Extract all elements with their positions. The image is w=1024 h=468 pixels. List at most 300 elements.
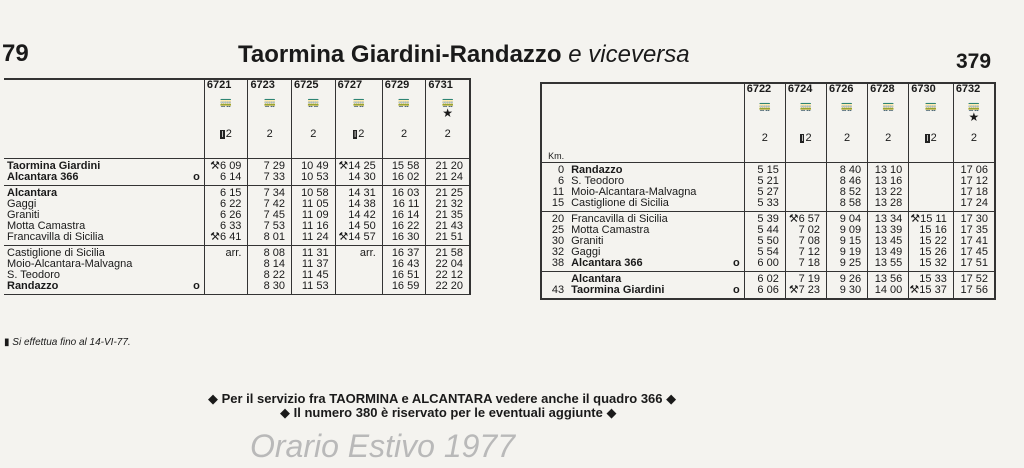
footnote xyxy=(4,337,131,348)
time-cell xyxy=(426,246,470,295)
time-value: 9 19 xyxy=(839,246,862,258)
station-label: Alcantara xyxy=(7,187,58,199)
time-cell xyxy=(335,159,382,186)
time-cell xyxy=(953,272,995,300)
first-class-box-icon: I xyxy=(801,134,804,143)
station-label: Randazzo xyxy=(7,280,59,292)
station-name xyxy=(7,188,204,199)
time-cell xyxy=(826,272,867,300)
train-number: 6728 xyxy=(870,83,895,95)
first-class-box-icon: I xyxy=(926,134,929,143)
station-label: Francavilla di Sicilia xyxy=(571,213,668,225)
time-value: 17 24 xyxy=(960,197,988,209)
time-value xyxy=(786,198,820,209)
train-header xyxy=(382,79,426,159)
time-cell xyxy=(426,186,470,246)
page-number-left: 79 xyxy=(2,40,29,67)
time-cell xyxy=(292,186,336,246)
time-value: 15 32 xyxy=(919,257,947,269)
time-value: 9 15 xyxy=(839,235,862,247)
page-number-right: 379 xyxy=(956,50,992,73)
railcar-icon: 🚃 xyxy=(799,101,813,112)
train-header xyxy=(426,79,470,159)
time-value: 21 58 xyxy=(435,247,463,259)
train-number: 6731 xyxy=(428,79,453,91)
railcar-icon: 🚃 xyxy=(967,101,981,112)
time-value: 17 56 xyxy=(960,284,988,296)
time-value: 8 46 xyxy=(839,175,862,187)
time-value: 15 16 xyxy=(919,224,947,236)
time-value xyxy=(205,270,242,281)
footnote-text: Si effettua fino al 14-VI-77. xyxy=(12,337,131,348)
train-header xyxy=(953,83,995,163)
km-value: 0 xyxy=(557,164,565,176)
class-value: 2 xyxy=(930,132,937,144)
time-value xyxy=(786,165,820,176)
time-value: ⚒15 11 xyxy=(910,213,947,225)
time-cell xyxy=(248,246,292,295)
time-value: 11 45 xyxy=(301,269,329,281)
train-number: 6726 xyxy=(828,83,854,95)
time-value: ⚒14 25 xyxy=(338,160,376,172)
station-label: Taormina Giardini xyxy=(7,160,101,172)
time-value: 16 02 xyxy=(391,171,420,183)
note-line-2: ◆ Il numero 380 è riservato per le eventuali aggiunte ◆ xyxy=(280,405,617,420)
km-label: Km. xyxy=(548,151,565,161)
time-value: 6 33 xyxy=(220,220,242,232)
time-value: 9 25 xyxy=(839,257,862,269)
station-group-row xyxy=(4,186,470,246)
station-label: S. Teodoro xyxy=(7,269,61,281)
time-value: 9 30 xyxy=(839,284,862,296)
time-value: 9 04 xyxy=(839,213,862,225)
time-value: 22 04 xyxy=(435,258,463,270)
time-cell xyxy=(248,186,292,246)
train-number: 6724 xyxy=(787,83,813,95)
class-label xyxy=(248,129,291,140)
station-names xyxy=(568,163,744,212)
time-value xyxy=(205,259,242,270)
time-value: 10 49 xyxy=(301,160,329,172)
station-label: Randazzo xyxy=(571,164,623,176)
edition-stamp: Orario Estivo 1977 xyxy=(250,428,516,464)
time-cell xyxy=(868,212,909,272)
star-placeholder xyxy=(868,112,908,123)
time-value: 21 25 xyxy=(435,187,463,199)
train-header xyxy=(868,83,909,163)
time-cell xyxy=(204,186,248,246)
time-value: 21 35 xyxy=(435,209,463,221)
class-label xyxy=(745,133,785,144)
time-value xyxy=(336,270,376,281)
station-group-row xyxy=(4,246,470,295)
time-value: 15 22 xyxy=(919,235,947,247)
time-value: 15 58 xyxy=(391,160,420,172)
time-cell xyxy=(868,272,909,300)
train-number: 6727 xyxy=(337,79,363,91)
title-suffix: e viceversa xyxy=(568,41,690,68)
class-label xyxy=(336,129,382,140)
time-value: 8 14 xyxy=(263,258,286,270)
time-value: 21 43 xyxy=(435,220,463,232)
time-value: 6 14 xyxy=(220,171,242,183)
star-placeholder xyxy=(786,112,826,123)
time-value: 13 34 xyxy=(874,213,903,225)
station-name xyxy=(7,172,204,183)
station-name xyxy=(571,198,744,209)
station-names xyxy=(4,246,204,295)
km-cell xyxy=(541,163,568,212)
timetable-outbound xyxy=(4,78,471,295)
station-names xyxy=(568,272,744,300)
class-value: 2 xyxy=(266,128,273,140)
time-cell xyxy=(248,159,292,186)
time-value: 13 45 xyxy=(874,235,903,247)
time-value: 8 01 xyxy=(263,231,286,243)
time-value: 16 59 xyxy=(391,280,420,292)
time-cell xyxy=(909,272,954,300)
railcar-icon: 🚃 xyxy=(881,101,895,112)
time-value: 5 44 xyxy=(757,224,779,236)
time-value: 16 22 xyxy=(391,220,420,232)
train-number: 6729 xyxy=(384,79,410,91)
time-value: 17 35 xyxy=(960,224,988,236)
station-name xyxy=(571,285,744,296)
time-cell xyxy=(785,272,826,300)
station-group-row xyxy=(541,272,995,300)
station-label: Alcantara 366 xyxy=(7,171,79,183)
time-value xyxy=(909,187,947,198)
first-class-box-icon: I xyxy=(354,130,357,139)
time-value: 6 22 xyxy=(220,198,242,210)
time-value: 14 38 xyxy=(348,198,376,210)
time-cell xyxy=(744,212,785,272)
time-value: 21 32 xyxy=(435,198,463,210)
km-value: 43 xyxy=(551,284,565,296)
class-value: 2 xyxy=(310,128,317,140)
train-number: 6722 xyxy=(746,83,772,95)
time-value: 16 51 xyxy=(391,269,420,281)
circle-icon: o xyxy=(193,171,200,183)
time-value: 17 51 xyxy=(960,257,988,269)
railcar-icon: 🚃 xyxy=(352,97,365,108)
km-cell xyxy=(541,272,568,300)
time-cell xyxy=(953,212,995,272)
class-value: 2 xyxy=(970,132,977,144)
time-value: 5 15 xyxy=(757,164,779,176)
time-value: 17 06 xyxy=(960,164,988,176)
time-value: 13 28 xyxy=(874,197,903,209)
time-value: 5 54 xyxy=(757,246,779,258)
station-label: Graniti xyxy=(571,235,604,247)
time-value: 7 33 xyxy=(263,171,286,183)
time-value: 16 37 xyxy=(391,247,420,259)
time-value: 7 53 xyxy=(263,220,286,232)
time-value: arr. xyxy=(225,247,242,259)
time-cell xyxy=(785,163,826,212)
class-label xyxy=(205,129,248,140)
time-value: 21 20 xyxy=(435,160,463,172)
time-value: 17 52 xyxy=(960,273,988,285)
time-value: 14 30 xyxy=(348,171,376,183)
time-value: 8 30 xyxy=(263,280,286,292)
km-value: 6 xyxy=(557,175,565,187)
time-value: 21 51 xyxy=(435,231,463,243)
circle-icon: o xyxy=(732,257,740,269)
time-cell xyxy=(868,163,909,212)
time-value: 16 30 xyxy=(391,231,420,243)
station-name xyxy=(571,258,744,269)
station-label: Gaggi xyxy=(7,198,37,210)
star-placeholder xyxy=(336,108,382,119)
time-value xyxy=(909,198,947,209)
time-value: 6 00 xyxy=(757,257,779,269)
star-placeholder xyxy=(909,112,953,123)
time-cell xyxy=(292,159,336,186)
class-label xyxy=(383,129,426,140)
time-value: 7 08 xyxy=(798,235,820,247)
circle-icon: o xyxy=(732,284,740,296)
time-value: 13 22 xyxy=(874,186,903,198)
time-value: 17 41 xyxy=(960,235,988,247)
star-icon: ★ xyxy=(442,106,454,120)
time-value: 13 55 xyxy=(874,257,903,269)
time-value: 14 00 xyxy=(874,284,903,296)
railcar-icon: 🚃 xyxy=(924,101,938,112)
railcar-icon: 🚃 xyxy=(758,101,771,112)
time-value: 8 22 xyxy=(263,269,286,281)
time-cell xyxy=(744,272,785,300)
title-main: Taormina Giardini-Randazzo xyxy=(238,41,562,68)
star-placeholder xyxy=(745,112,785,123)
time-cell xyxy=(826,212,867,272)
km-value: 38 xyxy=(551,257,565,269)
km-header xyxy=(541,83,568,163)
time-value: 16 03 xyxy=(391,187,420,199)
railcar-icon: 🚃 xyxy=(307,97,320,108)
time-cell xyxy=(826,163,867,212)
station-names xyxy=(568,212,744,272)
time-value: 5 21 xyxy=(757,175,779,187)
time-cell xyxy=(426,159,470,186)
time-cell xyxy=(909,212,954,272)
class-value: 2 xyxy=(843,132,851,144)
time-value: 15 33 xyxy=(919,273,947,285)
time-value: 14 50 xyxy=(348,220,376,232)
railcar-icon: 🚃 xyxy=(840,101,854,112)
time-value: 6 06 xyxy=(757,284,779,296)
time-value: 8 52 xyxy=(839,186,862,198)
station-label: Alcantara 366 xyxy=(571,257,643,269)
time-value xyxy=(786,176,820,187)
train-header xyxy=(204,79,248,159)
time-value: 7 12 xyxy=(798,246,820,258)
time-value: 8 08 xyxy=(263,247,286,259)
star-placeholder xyxy=(292,108,335,119)
time-value: 7 45 xyxy=(263,209,286,221)
km-value: 20 xyxy=(551,213,565,225)
class-label xyxy=(827,133,867,144)
train-header xyxy=(248,79,292,159)
time-cell xyxy=(292,246,336,295)
railcar-icon: 🚃 xyxy=(441,97,454,108)
time-value: arr. xyxy=(359,247,376,259)
circle-icon: o xyxy=(193,280,200,292)
time-value: 21 24 xyxy=(435,171,463,183)
train-header xyxy=(909,83,954,163)
class-value: 2 xyxy=(400,128,408,140)
note-line-1: ◆ Per il servizio fra TAORMINA e ALCANTARA vedere anche il quadro 366 ◆ xyxy=(208,391,677,406)
class-label xyxy=(292,129,335,140)
time-value: 13 56 xyxy=(874,273,903,285)
class-label xyxy=(426,129,469,140)
time-value: 5 27 xyxy=(757,186,779,198)
class-label xyxy=(786,133,826,144)
time-value: 11 09 xyxy=(301,209,329,221)
station-names xyxy=(4,159,204,186)
header-row xyxy=(541,83,995,163)
time-value: 14 31 xyxy=(348,187,376,199)
time-value: 7 34 xyxy=(263,187,286,199)
station-label: S. Teodoro xyxy=(571,175,625,187)
header-row xyxy=(4,79,470,159)
railcar-icon: 🚃 xyxy=(263,97,276,108)
class-value: 2 xyxy=(885,132,892,144)
time-value: ⚒7 23 xyxy=(788,284,820,296)
star-placeholder xyxy=(383,108,426,119)
time-value: 22 12 xyxy=(435,269,463,281)
time-cell xyxy=(204,246,248,295)
class-value: 2 xyxy=(225,128,232,140)
time-value: 14 42 xyxy=(348,209,376,221)
time-cell xyxy=(744,163,785,212)
station-names xyxy=(4,186,204,246)
km-cell xyxy=(541,212,568,272)
class-value: 2 xyxy=(358,128,365,140)
train-number: 6721 xyxy=(206,79,232,91)
time-value xyxy=(336,281,376,292)
time-cell xyxy=(785,212,826,272)
time-value xyxy=(205,281,242,292)
station-label: Francavilla di Sicilia xyxy=(7,231,104,243)
time-cell xyxy=(909,163,954,212)
time-value: 7 19 xyxy=(798,273,820,285)
train-header xyxy=(335,79,382,159)
time-value: 10 58 xyxy=(301,187,329,199)
station-label: Castiglione di Sicilia xyxy=(571,197,669,209)
time-value: 17 30 xyxy=(960,213,988,225)
km-value: 30 xyxy=(551,235,565,247)
time-cell xyxy=(382,246,426,295)
station-label: Castiglione di Sicilia xyxy=(7,247,105,259)
time-cell xyxy=(382,159,426,186)
station-header xyxy=(4,79,204,159)
time-value: 16 11 xyxy=(392,198,420,210)
time-value: 7 42 xyxy=(263,198,286,210)
train-number: 6730 xyxy=(911,83,936,95)
timetable-return xyxy=(540,82,996,300)
star-placeholder xyxy=(205,108,248,119)
time-cell xyxy=(204,159,248,186)
station-group-row xyxy=(4,159,470,186)
train-number: 6723 xyxy=(250,79,275,91)
marker-icon: ▮ xyxy=(4,337,13,348)
star-placeholder xyxy=(248,108,291,119)
time-value: ⚒15 37 xyxy=(909,284,947,296)
time-value: 5 39 xyxy=(757,213,779,225)
time-value: 8 40 xyxy=(839,164,862,176)
station-label: Gaggi xyxy=(571,246,601,258)
time-value: ⚒6 09 xyxy=(210,160,242,172)
time-value: 7 02 xyxy=(798,224,820,236)
train-header xyxy=(744,83,785,163)
time-value: 22 20 xyxy=(435,280,463,292)
time-value: 13 39 xyxy=(874,224,903,236)
train-header xyxy=(785,83,826,163)
time-value: 13 49 xyxy=(874,246,903,258)
station-group-row xyxy=(541,212,995,272)
time-value: 11 16 xyxy=(301,220,329,232)
time-value: 9 26 xyxy=(839,273,862,285)
time-value: 16 14 xyxy=(391,209,420,221)
time-value xyxy=(336,259,376,270)
railcar-icon: 🚃 xyxy=(397,97,411,108)
time-value: 7 18 xyxy=(798,257,820,269)
station-name xyxy=(7,281,204,292)
time-value: 6 02 xyxy=(757,273,779,285)
time-value xyxy=(786,187,820,198)
time-value: ⚒14 57 xyxy=(338,231,376,243)
time-value: 15 26 xyxy=(919,246,947,258)
time-value xyxy=(909,176,947,187)
time-value: 10 53 xyxy=(301,171,329,183)
time-value: 5 33 xyxy=(757,197,779,209)
time-cell xyxy=(335,246,382,295)
km-value: 15 xyxy=(551,197,565,209)
time-value: 13 10 xyxy=(874,164,903,176)
train-header xyxy=(826,83,867,163)
class-label xyxy=(954,133,994,144)
time-value: 11 31 xyxy=(301,247,329,259)
station-name xyxy=(7,232,204,243)
time-value: 6 15 xyxy=(220,187,242,199)
station-header xyxy=(568,83,744,163)
km-value: 32 xyxy=(551,246,565,258)
time-value: 11 24 xyxy=(301,231,329,243)
first-class-box-icon: I xyxy=(221,130,224,139)
station-label: Taormina Giardini xyxy=(571,284,665,296)
class-label xyxy=(909,133,953,144)
railcar-icon: 🚃 xyxy=(219,97,233,108)
time-value: 17 12 xyxy=(960,175,988,187)
time-value: 17 45 xyxy=(960,246,988,258)
train-number: 6725 xyxy=(294,79,319,91)
station-label: Alcantara xyxy=(571,273,622,285)
class-value: 2 xyxy=(805,132,812,144)
star-icon: ★ xyxy=(968,110,980,124)
time-value: 11 53 xyxy=(301,280,329,292)
time-value: 13 16 xyxy=(874,175,903,187)
time-cell xyxy=(953,163,995,212)
class-label xyxy=(868,133,908,144)
time-cell xyxy=(382,186,426,246)
station-label: Moio-Alcantara-Malvagna xyxy=(7,258,133,270)
time-value: 6 26 xyxy=(220,209,242,221)
class-value: 2 xyxy=(761,132,768,144)
class-value: 2 xyxy=(444,128,451,140)
train-number: 6732 xyxy=(955,83,981,95)
time-value: ⚒6 41 xyxy=(210,231,242,243)
